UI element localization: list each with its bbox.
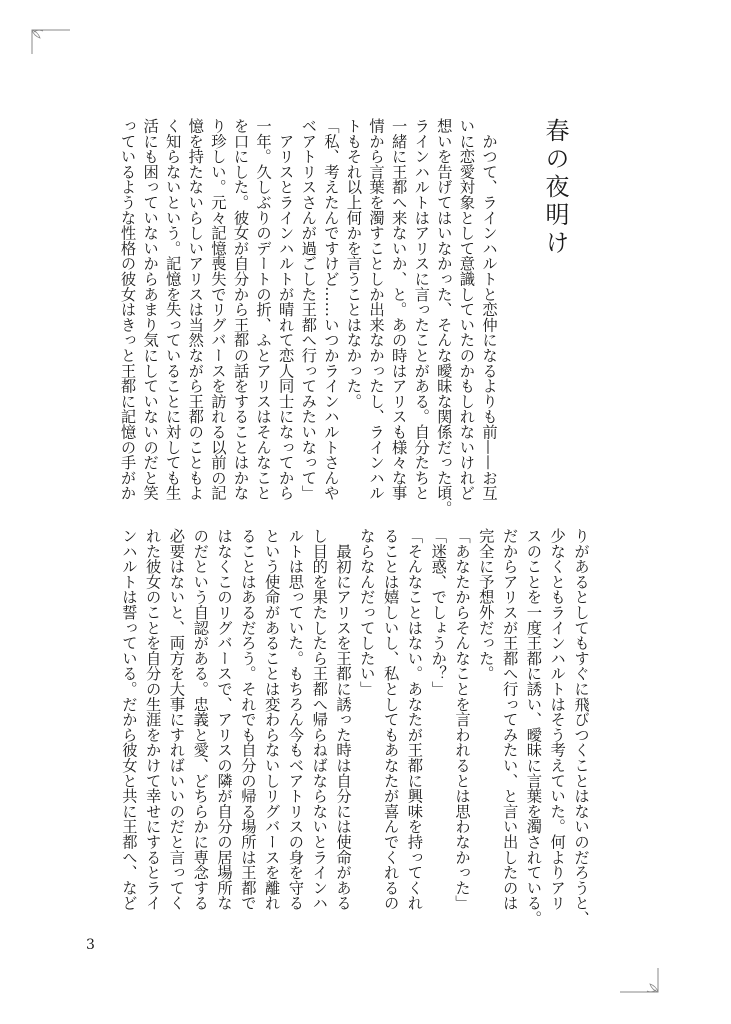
text-column: 完全に予想外だった。 [476,528,495,681]
text-column: し目的を果たしたら王都へ帰らねばならないとラインハ [310,528,329,911]
text-column: アリスとラインハルトが晴れて恋人同士になってから [276,118,295,501]
text-column: 「そんなことはない。あなたが王都に興味を持ってくれ [405,528,424,911]
text-column: いに恋愛対象として意識していたのかもしれないけれど [457,118,476,501]
text-column: ルトは思っていた。もちろん今もベアトリスの身を守る [286,528,305,911]
text-column: く知らないという。記憶を失っていることに対しても生 [163,118,182,501]
text-column: っているような性格の彼女はきっと王都に記憶の手がか [118,118,137,501]
text-column: ベアトリスさんが過ごした王都へ行ってみたいなって」 [299,118,318,501]
text-column: ラインハルトはアリスに言ったことがある。自分たちと [412,118,431,501]
text-column: 少なくともラインハルトはそう考えていた。何よりアリ [548,528,567,911]
text-column: ることはあるだろう。それでも自分の帰る場所は王都で [238,528,257,911]
text-column: 最初にアリスを王都に誘った時は自分には使命がある [334,528,353,911]
text-column: ることは嬉しいし、私としてもあなたが喜んでくれるの [381,528,400,911]
text-column: りがあるとしてもすぐに飛びつくことはないのだろうと、 [572,528,590,926]
text-column: れた彼女のことを自分の生涯をかけて幸せにするとライ [143,528,162,911]
text-column: 想いを告げてはいなかった、そんな曖昧な関係だった頃。 [434,118,453,516]
text-column: 必要はないと、両方を大事にすればいいのだと言ってく [167,528,186,911]
text-column: 憶を持たないらしいアリスは当然ながら王都のこともよ [186,118,205,501]
corner-ornament-bottom-right [618,966,662,996]
text-column: 「私、考えたんですけど……いつかラインハルトさんや [321,118,340,501]
text-column: のだという自認がある。忠義と愛、どちらかに専念する [191,528,210,911]
text-column: り珍しい。元々記憶喪失でリグバースを訪れる以前の記 [208,118,227,501]
text-column: 一緒に王都へ来ないか、と。あの時はアリスも様々な事 [389,118,408,501]
text-column: 「あなたからそんなことを言われるとは思わなかった」 [453,528,472,911]
bottom-text-block [116,528,592,926]
text-column: という使命があることは変わらないしリグバースを離れ [262,528,281,911]
text-column: 情から言葉を濁すことしか出来なかったし、ラインハル [367,118,386,501]
corner-ornament-top-left [28,26,72,56]
text-column: 活にも困っていないからあまり気にしていないのだと笑 [141,118,160,501]
chapter-title: 春の夜明け [541,118,569,258]
top-text-block [116,118,500,516]
text-column: 一年。久しぶりのデートの折、ふとアリスはそんなこと [254,118,273,501]
text-column: を口にした。彼女が自分から王都の話をすることはかな [231,118,250,501]
page-number: 3 [86,937,95,953]
text-column: だからアリスが王都へ行ってみたい、と言い出したのは [500,528,519,911]
text-column: 「迷惑、でしょうか？」 [429,528,448,697]
text-column: かつて、ラインハルトと恋仲になるよりも前——お互 [480,118,498,501]
text-column: ンハルトは誓っている。だから彼女と共に王都へ、など [119,528,138,911]
text-column: スのことを一度王都に誘い、曖昧に言葉を濁されている。 [524,528,543,926]
text-column: トもそれ以上何かを言うことはなかった。 [344,118,363,409]
text-column: ならなんだってしたい」 [357,528,376,697]
text-column: はなくこのリグバースで、アリスの隣が自分の居場所な [215,528,234,911]
